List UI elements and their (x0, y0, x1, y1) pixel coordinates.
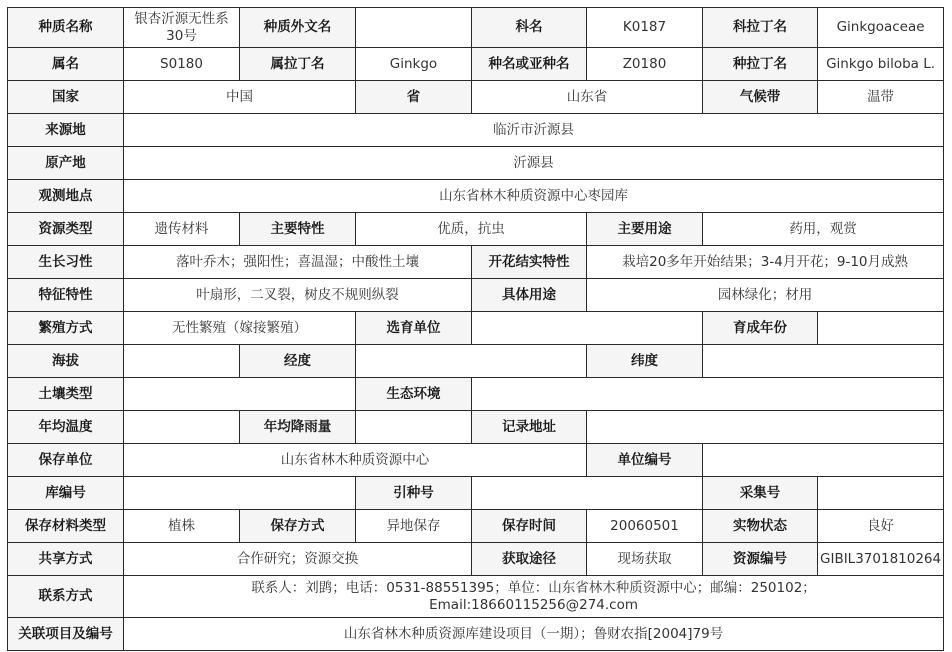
growth-label: 生长习性 (8, 246, 124, 279)
species-latin-value: Ginkgo biloba L. (818, 48, 944, 81)
contact-value (124, 576, 944, 618)
table-row (8, 576, 944, 618)
storage-unit-value: 山东省林木种质资源中心 (124, 444, 587, 477)
storage-method-value: 异地保存 (356, 510, 472, 543)
storage-unit-label: 保存单位 (8, 444, 124, 477)
species-name-label: 种质名称 (8, 8, 124, 48)
resource-number-label: 资源编号 (703, 543, 818, 576)
flowering-label: 开花结实特性 (472, 246, 587, 279)
bank-number-value (124, 477, 356, 510)
project-label: 关联项目及编号 (8, 618, 124, 651)
main-use-label: 主要用途 (587, 213, 703, 246)
record-address-value (587, 411, 944, 444)
species-name-value: 银杏沂源无性系30号 (124, 8, 240, 48)
species-latin-label: 种拉丁名 (703, 48, 818, 81)
table-row (8, 618, 944, 651)
growth-value: 落叶乔木；强阳性；喜温湿；中酸性土壤 (124, 246, 472, 279)
longitude-label: 经度 (240, 345, 356, 378)
table-row (8, 510, 944, 543)
contact-email: Email:18660115256@274.com (429, 596, 638, 613)
climate-label: 气候带 (703, 81, 818, 114)
temperature-value (124, 411, 240, 444)
material-type-label: 保存材料类型 (8, 510, 124, 543)
collection-number-value (818, 477, 944, 510)
soil-value (124, 378, 356, 411)
table-row (8, 279, 944, 312)
table-row (8, 444, 944, 477)
breeding-year-label: 育成年份 (703, 312, 818, 345)
source-value: 临沂市沂源县 (124, 114, 944, 147)
bank-number-label: 库编号 (8, 477, 124, 510)
project-value: 山东省林木种质资源库建设项目（一期）；鲁财农指[2004]79号 (124, 618, 944, 651)
resource-number-value: GIBIL3701810264 (818, 543, 944, 576)
table-row (8, 312, 944, 345)
table-row (8, 246, 944, 279)
latitude-label: 纬度 (587, 345, 703, 378)
introduction-number-label: 引种号 (356, 477, 472, 510)
source-label: 来源地 (8, 114, 124, 147)
genus-latin-label: 属拉丁名 (240, 48, 356, 81)
table-row (8, 477, 944, 510)
observation-value: 山东省林木种质资源中心枣园库 (124, 180, 944, 213)
rainfall-label: 年均降雨量 (240, 411, 356, 444)
table-row (8, 114, 944, 147)
table-row (8, 213, 944, 246)
table-row (8, 48, 944, 81)
germplasm-record-table (7, 7, 944, 651)
breeding-unit-label: 选育单位 (356, 312, 472, 345)
genus-label: 属名 (8, 48, 124, 81)
origin-value: 沂源县 (124, 147, 944, 180)
physical-status-label: 实物状态 (703, 510, 818, 543)
breeding-unit-value (472, 312, 703, 345)
main-traits-value: 优质，抗虫 (356, 213, 587, 246)
collection-number-label: 采集号 (703, 477, 818, 510)
species-code-value: Z0180 (587, 48, 703, 81)
unit-number-value (703, 444, 944, 477)
altitude-label: 海拔 (8, 345, 124, 378)
sharing-method-label: 共享方式 (8, 543, 124, 576)
altitude-value (124, 345, 240, 378)
physical-status-value: 良好 (818, 510, 944, 543)
table-row (8, 345, 944, 378)
family-code-value: K0187 (587, 8, 703, 48)
foreign-name-value (356, 8, 472, 48)
acquisition-value: 现场获取 (587, 543, 703, 576)
temperature-label: 年均温度 (8, 411, 124, 444)
family-latin-label: 科拉丁名 (703, 8, 818, 48)
contact-info-line: 联系人：刘鹍；电话：0531-88551395；单位：山东省林木种质资源中心；邮编：250102； (251, 579, 816, 596)
foreign-name-label: 种质外文名 (240, 8, 356, 48)
table-row (8, 543, 944, 576)
record-address-label: 记录地址 (472, 411, 587, 444)
table-row (8, 378, 944, 411)
observation-label: 观测地点 (8, 180, 124, 213)
genus-latin-value: Ginkgo (356, 48, 472, 81)
ecology-value (472, 378, 944, 411)
storage-time-value: 20060501 (587, 510, 703, 543)
sharing-method-value: 合作研究；资源交换 (124, 543, 472, 576)
genus-code-value: S0180 (124, 48, 240, 81)
country-label: 国家 (8, 81, 124, 114)
specific-use-label: 具体用途 (472, 279, 587, 312)
flowering-value: 栽培20多年开始结果；3-4月开花；9-10月成熟 (587, 246, 944, 279)
introduction-number-value (472, 477, 703, 510)
longitude-value (356, 345, 587, 378)
contact-label: 联系方式 (8, 576, 124, 618)
propagation-label: 繁殖方式 (8, 312, 124, 345)
latitude-value (703, 345, 944, 378)
specific-use-value: 园林绿化；材用 (587, 279, 944, 312)
table-row (8, 411, 944, 444)
table-row (8, 81, 944, 114)
origin-label: 原产地 (8, 147, 124, 180)
climate-value: 温带 (818, 81, 944, 114)
material-type-value: 植株 (124, 510, 240, 543)
table-row (8, 147, 944, 180)
acquisition-label: 获取途径 (472, 543, 587, 576)
ecology-label: 生态环境 (356, 378, 472, 411)
province-value: 山东省 (472, 81, 703, 114)
main-use-value: 药用，观赏 (703, 213, 944, 246)
country-value: 中国 (124, 81, 356, 114)
resource-type-value: 遗传材料 (124, 213, 240, 246)
table-row (8, 8, 944, 48)
resource-type-label: 资源类型 (8, 213, 124, 246)
rainfall-value (356, 411, 472, 444)
table-row (8, 180, 944, 213)
features-label: 特征特性 (8, 279, 124, 312)
storage-method-label: 保存方式 (240, 510, 356, 543)
breeding-year-value (818, 312, 944, 345)
propagation-value: 无性繁殖（嫁接繁殖） (124, 312, 356, 345)
features-value: 叶扇形，二叉裂，树皮不规则纵裂 (124, 279, 472, 312)
family-latin-value: Ginkgoaceae (818, 8, 944, 48)
species-label: 种名或亚种名 (472, 48, 587, 81)
main-traits-label: 主要特性 (240, 213, 356, 246)
soil-label: 土壤类型 (8, 378, 124, 411)
storage-time-label: 保存时间 (472, 510, 587, 543)
family-label: 科名 (472, 8, 587, 48)
province-label: 省 (356, 81, 472, 114)
unit-number-label: 单位编号 (587, 444, 703, 477)
